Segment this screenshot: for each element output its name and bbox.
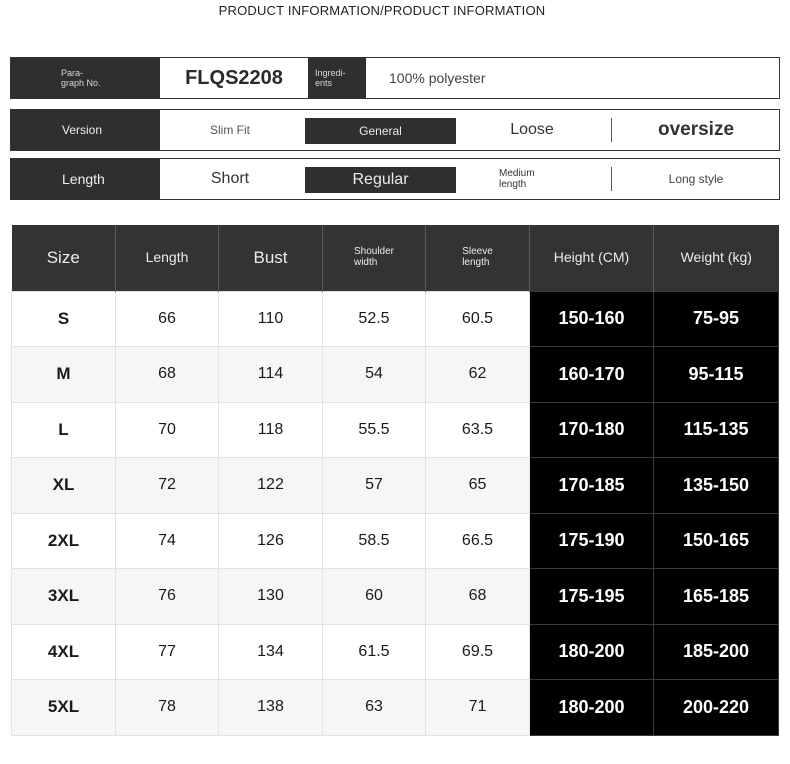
sleeve-cell: 60.5	[426, 291, 530, 347]
length-option-short: Short	[210, 170, 250, 187]
paragraph-value: FLQS2208	[185, 66, 283, 89]
height-cell: 170-185	[530, 458, 654, 514]
table-row	[12, 569, 779, 625]
table-row	[12, 513, 779, 569]
height-cell: 175-190	[530, 513, 654, 569]
weight-cell: 115-135	[654, 402, 779, 458]
height-cell: 150-160	[530, 291, 654, 347]
weight-cell: 75-95	[654, 291, 779, 347]
size-chart-table	[11, 225, 779, 736]
paragraph-label: Para- graph No.	[61, 68, 101, 88]
shoulder-cell: 63	[323, 680, 426, 736]
weight-cell: 150-165	[654, 513, 779, 569]
bust-cell: 110	[219, 291, 323, 347]
shoulder-cell: 58.5	[323, 513, 426, 569]
bust-cell: 122	[219, 458, 323, 514]
ingredients-label: Ingredi- ents	[315, 68, 346, 88]
sleeve-cell: 71	[426, 680, 530, 736]
length-cell: 66	[116, 291, 219, 347]
sleeve-cell: 62	[426, 347, 530, 403]
length-label-cell	[11, 159, 160, 199]
length-cell: 68	[116, 347, 219, 403]
bust-cell: 138	[219, 680, 323, 736]
length-cell: 74	[116, 513, 219, 569]
table-header-row	[12, 225, 779, 291]
length-label: Length	[62, 171, 105, 187]
page-title: PRODUCT INFORMATION/PRODUCT INFORMATION	[218, 3, 546, 18]
table-row	[12, 291, 779, 347]
header-bust: Bust	[219, 225, 323, 291]
header-sleeve-length: Sleeve length	[426, 225, 530, 291]
header-length: Length	[116, 225, 219, 291]
sleeve-cell: 68	[426, 569, 530, 625]
length-option-medium: Medium length	[499, 168, 535, 190]
shoulder-cell: 54	[323, 347, 426, 403]
size-cell: 5XL	[12, 680, 116, 736]
size-cell: 3XL	[12, 569, 116, 625]
length-cell: 70	[116, 402, 219, 458]
length-option-regular-selected: Regular	[305, 167, 456, 193]
bust-cell: 134	[219, 624, 323, 680]
size-cell: XL	[12, 458, 116, 514]
shoulder-cell: 55.5	[323, 402, 426, 458]
bust-cell: 126	[219, 513, 323, 569]
header-size: Size	[12, 225, 116, 291]
length-cell: 72	[116, 458, 219, 514]
header-height: Height (CM)	[530, 225, 654, 291]
weight-cell: 95-115	[654, 347, 779, 403]
version-divider	[611, 118, 612, 142]
height-cell: 180-200	[530, 680, 654, 736]
sleeve-cell: 65	[426, 458, 530, 514]
info-row-length	[10, 158, 780, 200]
table-row	[12, 624, 779, 680]
ingredients-value-cell	[389, 58, 689, 98]
paragraph-label-cell	[11, 58, 160, 98]
bust-cell: 118	[219, 402, 323, 458]
size-cell: 4XL	[12, 624, 116, 680]
size-cell: L	[12, 402, 116, 458]
ingredients-label-cell	[308, 58, 366, 98]
weight-cell: 200-220	[654, 680, 779, 736]
shoulder-cell: 52.5	[323, 291, 426, 347]
table-row	[12, 347, 779, 403]
length-cell: 77	[116, 624, 219, 680]
sleeve-cell: 69.5	[426, 624, 530, 680]
version-option-general-selected: General	[305, 118, 456, 144]
shoulder-cell: 61.5	[323, 624, 426, 680]
header-weight: Weight (kg)	[654, 225, 779, 291]
table-row	[12, 402, 779, 458]
weight-cell: 185-200	[654, 624, 779, 680]
height-cell: 180-200	[530, 624, 654, 680]
info-row-product	[10, 57, 780, 99]
version-label: Version	[62, 123, 103, 137]
height-cell: 160-170	[530, 347, 654, 403]
length-option-long-style: Long style	[668, 172, 724, 186]
shoulder-cell: 60	[323, 569, 426, 625]
ingredients-value: 100% polyester	[389, 70, 486, 86]
version-option-oversize: oversize	[657, 119, 735, 140]
size-cell: S	[12, 291, 116, 347]
version-option-loose: Loose	[510, 121, 554, 138]
paragraph-value-cell	[160, 58, 308, 98]
version-option-slim-fit: Slim Fit	[210, 123, 250, 137]
length-cell: 78	[116, 680, 219, 736]
table-row	[12, 458, 779, 514]
shoulder-cell: 57	[323, 458, 426, 514]
info-row-version	[10, 109, 780, 151]
length-divider	[611, 167, 612, 191]
height-cell: 170-180	[530, 402, 654, 458]
bust-cell: 130	[219, 569, 323, 625]
header-shoulder-width: Shoulder width	[323, 225, 426, 291]
table-row	[12, 680, 779, 736]
sleeve-cell: 63.5	[426, 402, 530, 458]
height-cell: 175-195	[530, 569, 654, 625]
sleeve-cell: 66.5	[426, 513, 530, 569]
bust-cell: 114	[219, 347, 323, 403]
size-cell: 2XL	[12, 513, 116, 569]
size-cell: M	[12, 347, 116, 403]
version-label-cell	[11, 110, 160, 150]
weight-cell: 135-150	[654, 458, 779, 514]
length-cell: 76	[116, 569, 219, 625]
weight-cell: 165-185	[654, 569, 779, 625]
